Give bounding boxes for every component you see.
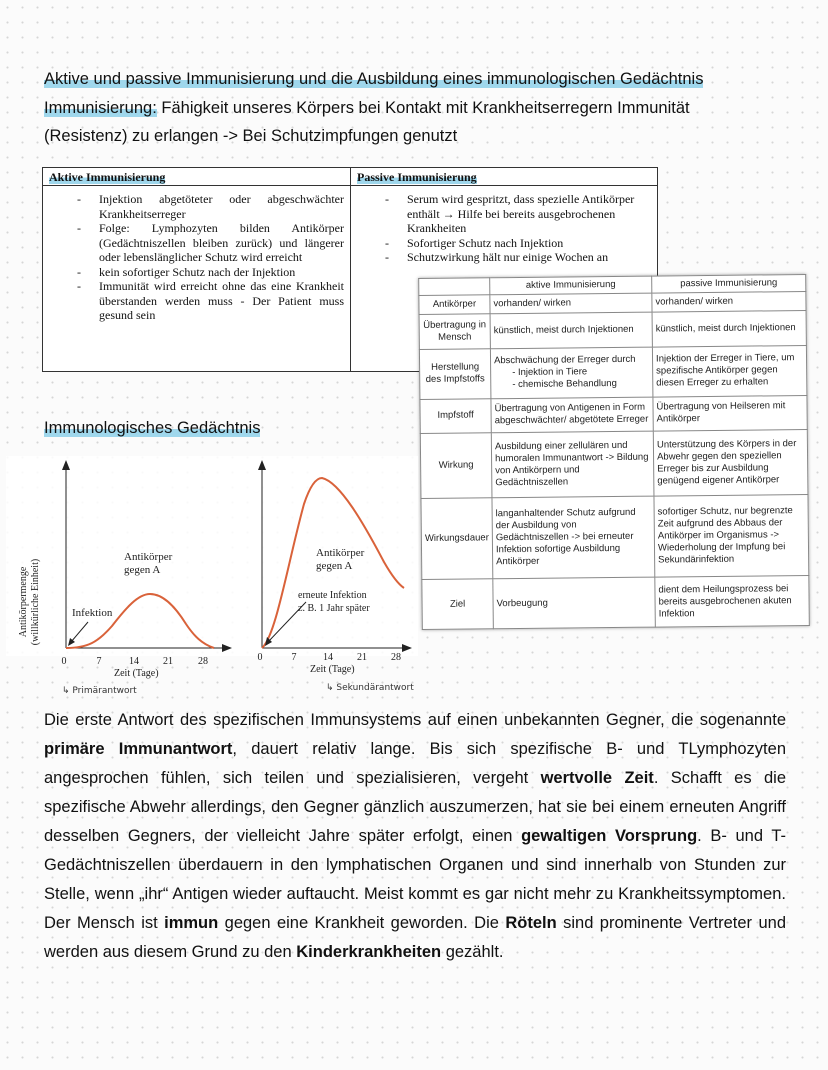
note-secondary: ↳ Sekundärantwort	[326, 683, 414, 693]
table-row: Ziel Vorbeugung dient dem Heilungsprozess bei bereits ausgebrochenen akuten Infektion	[422, 576, 810, 630]
y-axis-label: Antikörpermenge	[18, 566, 29, 638]
svg-text:21: 21	[163, 656, 173, 667]
infection-label: Infektion	[72, 607, 113, 619]
svg-text:7: 7	[291, 652, 297, 663]
y-axis-unit: (willkürliche Einheit)	[30, 558, 41, 646]
page-title: Aktive und passive Immunisierung und die Ausbildung eines immunologischen Gedächtnis	[44, 70, 704, 88]
definition-term: Immunisierung:	[44, 99, 157, 117]
curve-label-left: Antikörper	[124, 551, 173, 563]
active-header: Aktive Immunisierung	[49, 170, 166, 184]
svg-text:14: 14	[323, 652, 333, 663]
list-item: - Sofortiger Schutz nach Injektion	[369, 236, 651, 251]
active-column	[43, 168, 351, 371]
immune-response-graphs	[0, 452, 430, 700]
x-axis-label-right: Zeit (Tage)	[310, 664, 355, 675]
svg-text:0: 0	[257, 652, 263, 663]
reinfection-label: erneute Infektion	[298, 590, 367, 601]
graphs-svg	[0, 452, 430, 700]
x-axis-label-left: Zeit (Tage)	[114, 668, 159, 679]
svg-text:21: 21	[357, 652, 367, 663]
detail-table-photo	[418, 274, 810, 630]
list-item: - Immunität wird erreicht ohne das eine Krankheit überstanden werden muss - Der Patient muss gesund sein	[61, 279, 344, 323]
body-paragraph: Die erste Antwort des spezifischen Immunsystems auf einen unbekannten Gegner, die sogenannte primäre Immunantwort, dauert relativ lange. Bis sich spezifische B- und TLymphozyten angesprochen fühlen, sich teilen und spezialisieren, vergeht wertvolle Zeit. Schafft es die spezifische Abwehr allerdings, den Gegner gänzlich auszumerzen, hat sie bei einem erneuten Angriff desselben Gegners, der vielleicht Jahre später erfolgt, einen gewaltigen Vorsprung. B- und T-Gedächtniszellen überdauern in den lymphatischen Organen und sind innerhalb von Stunden zur Stelle, wenn „ihr“ Antigen wieder auftaucht. Meist kommt es gar nicht mehr zu Krankheitssymptomen. Der Mensch ist immun gegen eine Krankheit geworden. Die Röteln sind prominente Vertreter und werden aus diesem Grund zu den Kinderkrankheiten gezählt.	[44, 711, 786, 961]
curve-sublabel-right: gegen A	[316, 560, 353, 572]
curve-label-right: Antikörper	[316, 547, 365, 559]
table-header-active: aktive Immunisierung	[490, 276, 652, 295]
table-row: Übertragung in Mensch künstlich, meist durch Injektionen künstlich, meist durch Injektionen	[419, 311, 806, 350]
active-list	[61, 192, 344, 323]
table-row: Antikörper vorhanden/ wirken vorhanden/ wirken	[419, 291, 806, 314]
svg-text:7: 7	[96, 656, 102, 667]
curve-sublabel-left: gegen A	[124, 564, 161, 576]
table-row: Wirkungsdauer langanhaltender Schutz aufgrund der Ausbildung von Gedächtniszellen -> bei erneuter Infektion sofortige Ausbildung Antikörper sofortiger Schutz, nur begrenzte Zeit aufgrund des Abbaus der Antikörper im Organismus -> Wiederholung der Impfung bei Sekundärinfektion	[421, 495, 809, 580]
note-primary: ↳ Primärantwort	[62, 686, 137, 696]
table-row: Wirkung Ausbildung einer zellulären und humoralen Immunantwort -> Bildung von Antikörpern und Gedächtniszellen Unterstützung des Körpers in der Abwehr gegen den speziellen Erreger bis zur Ausbildung genügend eigener Antikörper	[420, 430, 808, 499]
svg-text:0: 0	[61, 656, 67, 667]
table-row: Herstellung des Impfstoffs Abschwächung der Erreger durch - Injektion in Tiere - chemische Behandlung Injektion der Erreger in Tiere, um spezifische Antikörper gegen diesen Erreger zu erhalten	[419, 345, 807, 399]
svg-text:28: 28	[391, 652, 401, 663]
definition-line-2: (Resistenz) zu erlangen -> Bei Schutzimpfungen genutzt	[44, 127, 458, 145]
section-title: Immunologisches Gedächtnis	[44, 419, 261, 437]
table-header-passive: passive Immunisierung	[652, 274, 806, 293]
svg-text:28: 28	[198, 656, 208, 667]
reinfection-sublabel: z. B. 1 Jahr später	[298, 603, 370, 614]
list-item: - Injektion abgetöteter oder abgeschwächter Krankheitserreger	[61, 192, 344, 221]
detail-table	[418, 274, 810, 630]
table-row: Impfstoff Übertragung von Antigenen in Form abgeschwächter/ abgetötete Erreger Übertragung von Heilseren mit Antikörper	[420, 395, 807, 434]
passive-header: Passive Immunisierung	[357, 170, 477, 184]
svg-text:14: 14	[129, 656, 139, 667]
list-item: - Serum wird gespritzt, dass spezielle Antikörper enthält → Hilfe bei bereits ausgebrochenen Krankheiten	[369, 192, 651, 236]
list-item: - Folge: Lymphozyten bilden Antikörper (Gedächtniszellen bleiben zurück) und längerer oder lebenslänglicher Schutz wird erreicht	[61, 221, 344, 265]
passive-list	[369, 192, 651, 265]
list-item: - Schutzwirkung hält nur einige Wochen an	[369, 250, 651, 265]
definition-line-1: Immunisierung: Fähigkeit unseres Körpers bei Kontakt mit Krankheitserregern Immunität	[44, 99, 690, 117]
list-item: - kein sofortiger Schutz nach der Injektion	[61, 265, 344, 280]
